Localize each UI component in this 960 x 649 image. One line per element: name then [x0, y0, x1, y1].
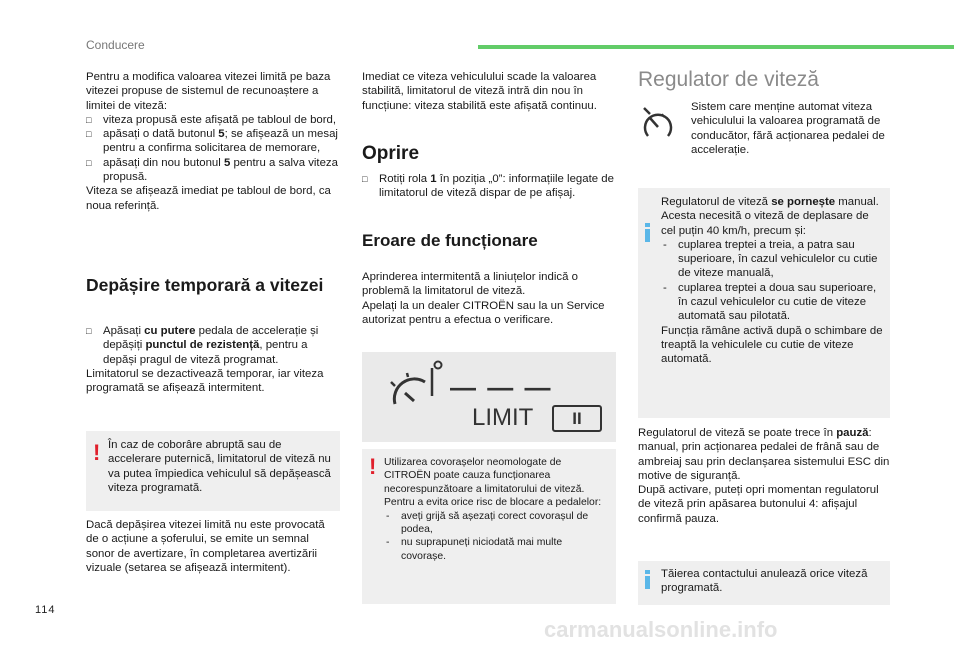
body-text: Imediat ce viteza vehiculului scade la valoarea stabilită, limitatorul de viteză intră din nou în funcțiune: viteza stabilită este afișată continuu.	[362, 71, 597, 112]
text-run: : manual, prin acționarea pedalei de frână sau de ambreiaj sau prin declanșarea sistemului ESC din motive de siguranță. După activare, puteți opri momentan regulatorul de viteză prin apăsarea butonului 4: afișajul confirmă pauza.	[638, 427, 890, 525]
list-item: - cuplarea treptei a doua sau superioare, în cazul vehiculelor cu cutie de viteze automată sau pilotată.	[661, 281, 885, 324]
text-run: Regulatorul de viteză se poate trece în	[638, 427, 837, 439]
section-bar	[478, 45, 954, 49]
text-run: pedala de accelerație și depășiți	[103, 325, 319, 352]
speed-dashes: — — —	[450, 372, 553, 402]
list-item: - aveți grijă să așezați corect covorașul de podea,	[384, 510, 610, 537]
list-item: □ viteza propusă este afișată pe tabloul de bord,	[86, 113, 340, 127]
info-line	[661, 195, 885, 209]
info-line: Acesta necesită o viteză de deplasare de cel puțin 40 km/h, precum și:	[661, 210, 869, 237]
info-line: Funcția rămâne activă după o schimbare de treaptă la vehiculele cu cutie de viteze automată.	[661, 324, 883, 366]
display-panel	[362, 352, 616, 442]
column-1	[86, 70, 340, 213]
limit-label: LIMIT	[472, 404, 534, 431]
body-text: Limitatorul se dezactivează temporar, iar viteza programată se afișează intermitent.	[86, 367, 324, 395]
stop-block	[362, 172, 616, 201]
intro-text: Pentru a modifica valoarea vitezei limită pe baza vitezei propuse de sistemul de recunoaștere a limitei de viteză:	[86, 71, 331, 112]
body-text: Viteza se afișează imediat pe tabloul de bord, ca noua referință.	[86, 185, 331, 212]
pause-indicator: II	[552, 405, 602, 432]
bold-run: se pornește	[771, 196, 836, 208]
watermark: carmanualsonline.info	[544, 617, 778, 642]
info-icon	[645, 570, 650, 589]
warning-intro: Utilizarea covorașelor neomologate de CITROËN poate cauza funcționarea necorespunzătoare a limitatorului de viteză. Pentru a evita orice risc de blocare a pedalelor:	[384, 457, 602, 509]
page-number: 114	[35, 604, 56, 616]
pause-text	[638, 426, 892, 526]
info-text: Tăierea contactului anulează orice viteză programată.	[661, 568, 868, 595]
list-item: - cuplarea treptei a treia, a patra sau superioare, în cazul vehiculelor cu cutie de viteze manuală,	[661, 238, 885, 281]
warning-icon: !	[93, 440, 101, 465]
info-text	[661, 195, 885, 367]
list-item: □ apăsați o dată butonul 5; se afișează un mesaj pentru a confirma solicitarea de memorare,	[86, 127, 340, 156]
heading-error: Eroare de funcționare	[362, 231, 538, 250]
info-icon	[645, 223, 650, 242]
cruise-control-icon	[640, 104, 676, 140]
warning-text: În caz de coborâre abruptă sau de accelerare puternică, limitatorul de viteză nu va putea împiedica vehiculul să depășească viteza programată.	[108, 439, 331, 494]
body-text: Dacă depășirea vitezei limită nu este provocată de o acțiune a șoferului, se emite un semnal sonor de avertizare, în completarea avertizării vizuale (setarea se afișează intermitent).	[86, 519, 325, 574]
bold-run: pauză	[836, 427, 869, 439]
warning-icon: !	[369, 454, 377, 479]
heading-temp-overspeed: Depășire temporară a vitezei	[86, 275, 324, 295]
warning-text	[384, 456, 610, 563]
heading-stop: Oprire	[362, 143, 420, 164]
bold-run: cu putere	[144, 325, 196, 337]
section-title: Conducere	[86, 38, 145, 52]
section-heading: Regulator de viteză	[638, 68, 819, 91]
body-text: Aprinderea intermitentă a liniuțelor indică o problemă la limitatorul de viteză. Apelați la un dealer CITROËN sau la un Service autorizat pentru a efectua o verificare.	[362, 271, 605, 326]
list-item	[86, 324, 340, 367]
text-run: manual.	[835, 196, 879, 208]
text-run: Apăsați	[103, 325, 145, 337]
list-item: □ Rotiți rola 1 în poziția „0”: informațiile legate de limitatorul de viteză dispar de pe afișaj.	[362, 172, 616, 201]
list-item: □ apăsați din nou butonul 5 pentru a salva viteza propusă.	[86, 156, 340, 185]
text-run: Regulatorul de viteză	[661, 196, 772, 208]
text-run: , pentru a depăși pragul de viteză programat.	[103, 339, 308, 366]
system-description: Sistem care menține automat viteza vehiculului la valoarea programată de conducător, fără acționarea pedalei de accelerație.	[691, 101, 885, 156]
list-item: - nu suprapuneți niciodată mai multe covorașe.	[384, 536, 610, 563]
bold-run: punctul de rezistență	[145, 339, 260, 352]
column-1b	[86, 324, 340, 395]
